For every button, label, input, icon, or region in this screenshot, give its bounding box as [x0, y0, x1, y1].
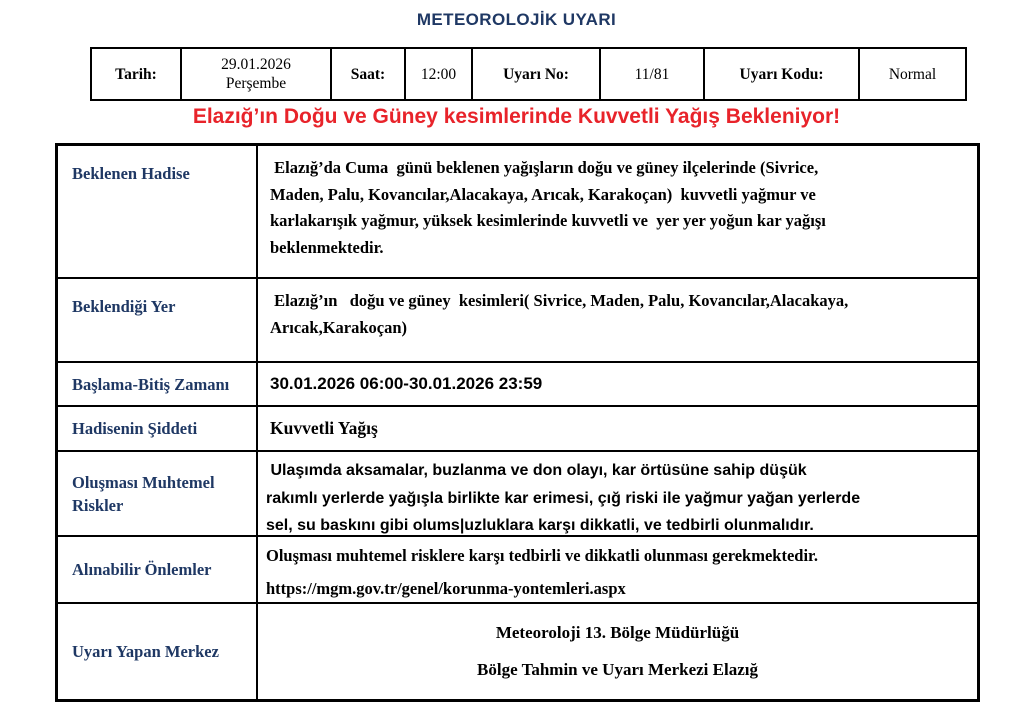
header-value-saat: 12:00: [406, 49, 473, 99]
content-alinabilir-onlemler: [258, 537, 977, 602]
row-olusmasi-muhtemel-riskler: [58, 450, 977, 535]
row-beklenen-hadise: [58, 146, 977, 277]
label-uyari-yapan-merkez: Uyarı Yapan Merkez: [58, 604, 258, 699]
header-value-uyari-no: 11/81: [601, 49, 705, 99]
row-uyari-yapan-merkez: [58, 602, 977, 699]
issuing-center-line1: Meteoroloji 13. Bölge Müdürlüğü: [495, 623, 740, 642]
label-beklendigi-yer: Beklendiği Yer: [58, 279, 258, 361]
warning-table: [55, 143, 980, 702]
document-title: METEOROLOJİK UYARI: [416, 10, 617, 29]
protection-methods-link[interactable]: https://mgm.gov.tr/genel/korunma-yontemleri.aspx: [266, 579, 626, 598]
header-label-saat: Saat:: [332, 49, 406, 99]
header-value-uyari-kodu: Normal: [888, 65, 937, 83]
header-value-tarih: 29.01.2026 Perşembe: [182, 49, 332, 99]
content-olusmasi-muhtemel-riskler: Ulaşımda aksamalar, buzlanma ve don olayı, kar örtüsüne sahip düşük rakımlı yerlerde yağışla birlikte kar erimesi, çığ riski ile yağmur yağan yerlerde sel, su baskını gibi olums|uzluklara karşı dikkatli, ve tedbirli olunmalıdır.: [266, 462, 861, 534]
warning-headline: Elazığ’ın Doğu ve Güney kesimlerinde Kuvvetli Yağış Bekleniyor!: [192, 105, 841, 128]
content-uyari-yapan-merkez: [258, 604, 977, 699]
label-hadisenin-siddeti: Hadisenin Şiddeti: [58, 407, 258, 450]
label-beklenen-hadise: Beklenen Hadise: [58, 146, 258, 277]
header-table: [90, 47, 967, 101]
content-hadisenin-siddeti: Kuvvetli Yağış: [270, 418, 378, 438]
header-label-uyari-kodu: Uyarı Kodu:: [705, 49, 860, 99]
header-label-uyari-no: Uyarı No:: [473, 49, 601, 99]
row-hadisenin-siddeti: [58, 405, 977, 450]
row-alinabilir-onlemler: [58, 535, 977, 602]
row-beklendigi-yer: [58, 277, 977, 361]
content-beklendigi-yer: Elazığ’ın doğu ve güney kesimleri( Sivrice, Maden, Palu, Kovancılar,Alacakaya, Arıcak,Karakoçan): [270, 291, 849, 337]
precaution-text: Oluşması muhtemel risklere karşı tedbirli ve dikkatli olunması gerekmektedir.: [266, 546, 818, 565]
label-baslama-bitis-zamani: Başlama-Bitiş Zamanı: [58, 363, 258, 405]
row-baslama-bitis-zamani: [58, 361, 977, 405]
issuing-center-line2: Bölge Tahmin ve Uyarı Merkezi Elazığ: [477, 660, 758, 679]
label-alinabilir-onlemler: Alınabilir Önlemler: [58, 537, 258, 602]
label-olusmasi-muhtemel-riskler: Oluşması Muhtemel Riskler: [58, 452, 258, 535]
header-label-tarih: Tarih:: [92, 49, 182, 99]
content-baslama-bitis-zamani: 30.01.2026 06:00-30.01.2026 23:59: [270, 374, 543, 393]
content-beklenen-hadise: Elazığ’da Cuma günü beklenen yağışların doğu ve güney ilçelerinde (Sivrice, Maden, Palu, Kovancılar,Alacakaya, Arıcak, Karakoçan) kuvvetli yağmur ve karlakarışık yağmur, yüksek kesimlerinde kuvvetli ve yer yer yoğun kar yağışı beklenmektedir.: [270, 158, 826, 257]
